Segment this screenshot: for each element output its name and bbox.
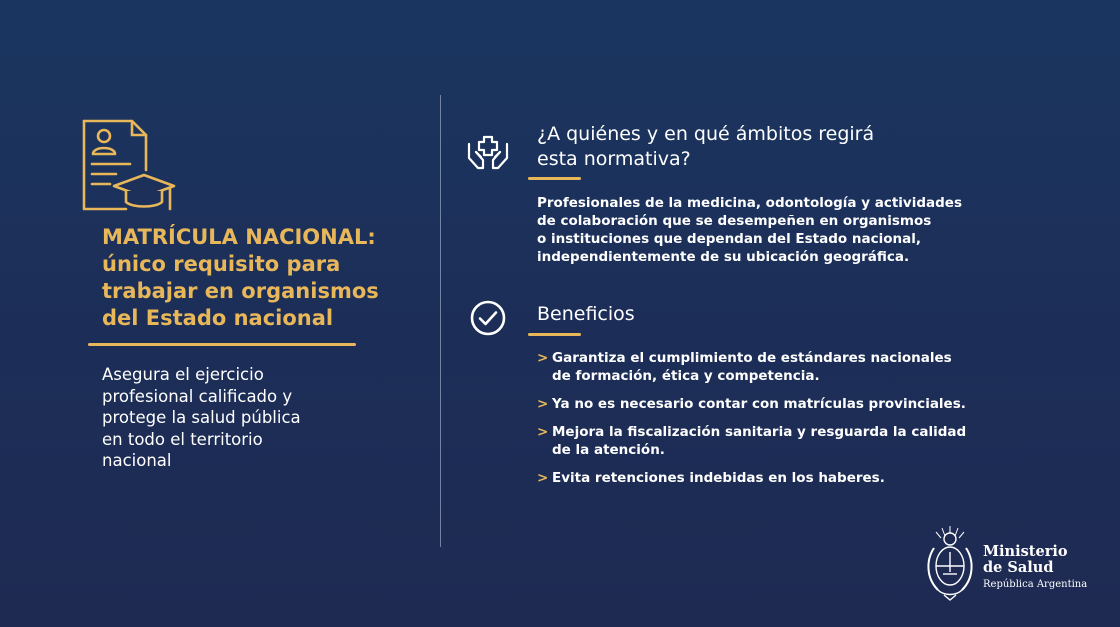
check-circle-icon	[470, 300, 506, 336]
list-item	[537, 469, 966, 487]
intro-line: Asegura el ejercicio	[102, 365, 264, 384]
headline-line: único requisito para	[102, 252, 341, 276]
list-item	[537, 349, 966, 385]
intro-line: profesional calificado y	[102, 386, 293, 406]
bullet-chevron: >	[537, 470, 549, 486]
scope-body-line: o instituciones que dependan del Estado nacional,	[537, 231, 921, 247]
benefit-line: Ya no es necesario contar con matrículas provinciales.	[552, 396, 966, 412]
benefits-title-underline	[528, 333, 581, 336]
scope-title-line: esta normativa?	[537, 148, 691, 170]
headline-line: MATRÍCULA NACIONAL:	[102, 225, 376, 249]
national-coat-of-arms-icon	[924, 522, 976, 602]
bullet-chevron: >	[537, 396, 549, 412]
hands-medical-cross-icon	[466, 134, 510, 172]
benefit-line: de la atención.	[552, 442, 665, 458]
brand-title-line: de Salud	[983, 559, 1054, 576]
intro-line: en todo el territorio	[102, 429, 263, 449]
headline-line: del Estado nacional	[102, 306, 334, 330]
intro-text	[102, 364, 362, 472]
scope-body-line: Profesionales de la medicina, odontología y actividades	[537, 195, 962, 211]
scope-body-line: de colaboración que se desempeñen en organismos	[537, 213, 932, 229]
list-item	[537, 395, 966, 413]
bullet-chevron: >	[537, 424, 549, 440]
benefit-line: Evita retenciones indebidas en los haberes.	[552, 470, 885, 486]
brand-title-line: Ministerio	[983, 543, 1068, 560]
brand-subtitle: República Argentina	[983, 579, 1088, 590]
benefit-line: Garantiza el cumplimiento de estándares nacionales	[552, 350, 952, 366]
benefits-title-text: Beneficios	[537, 303, 635, 325]
benefit-line: Mejora la fiscalización sanitaria y resguarda la calidad	[552, 424, 967, 440]
scope-body-line: independientemente de su ubicación geográfica.	[537, 249, 910, 265]
document-graduation-icon	[80, 118, 176, 214]
benefits-list	[537, 349, 966, 497]
intro-line: protege la salud pública	[102, 408, 301, 427]
scope-title-underline	[528, 177, 581, 180]
scope-body	[537, 194, 962, 266]
benefit-line: de formación, ética y competencia.	[552, 368, 820, 384]
column-divider	[440, 95, 441, 547]
headline-line: trabajar en organismos	[102, 279, 379, 303]
scope-title	[537, 122, 874, 172]
list-item	[537, 423, 966, 459]
ministry-brand	[983, 544, 1087, 592]
headline	[102, 224, 402, 332]
headline-underline	[88, 343, 356, 346]
intro-line: nacional	[102, 451, 172, 470]
bullet-chevron: >	[537, 350, 549, 366]
benefits-title	[537, 302, 635, 327]
scope-title-line: ¿A quiénes y en qué ámbitos regirá	[537, 123, 875, 145]
